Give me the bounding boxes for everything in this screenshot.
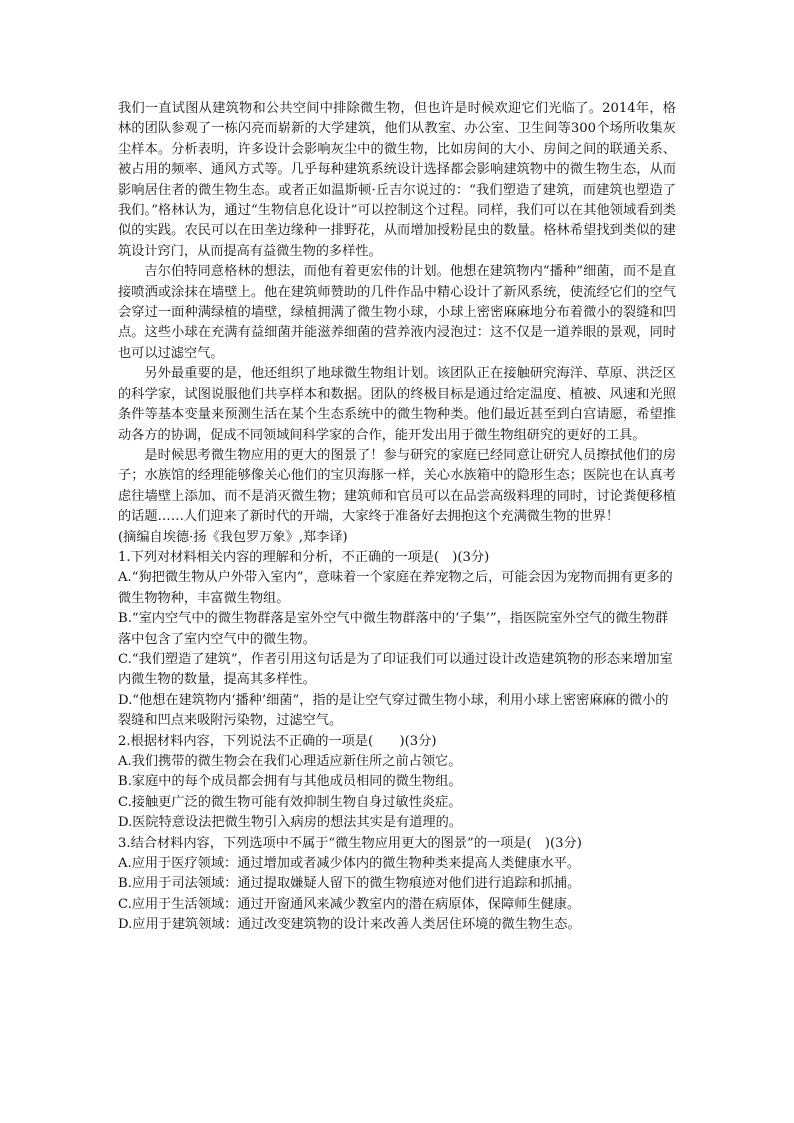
option-a: A.“狗把微生物从户外带入室内”，意味着一个家庭在养宠物之后，可能会因为宠物而拥有更多的微生物物种，丰富微生物组。 <box>118 570 673 606</box>
question-stem: 2.根据材料内容，下列说法不正确的一项是( )(3分) <box>118 733 437 749</box>
option-d: D.医院特意设法把微生物引入病房的想法其实是有道理的。 <box>118 815 462 831</box>
passage-paragraph-2: 吉尔伯特同意格林的想法，而他有着更宏伟的计划。他想在建筑物内“播种”细菌，而不是直接喷洒或涂抹在墙壁上。他在建筑师赞助的几件作品中精心设计了新风系统，使流经它们的空气会穿过一面种满绿植的墙壁，绿植拥满了微生物小球，小球上密密麻麻地分布着微小的裂缝和凹点。这些小球在充满有益细菌并能滋养细菌的营养液内浸泡过：这不仅是一道养眼的景观，同时也可以过滤空气。 <box>118 264 676 361</box>
option-b: B.应用于司法领域：通过提取嫌疑人留下的微生物痕迹对他们进行追踪和抓捕。 <box>118 876 581 892</box>
option-d: D.“他想在建筑物内‘播种’细菌”，指的是让空气穿过微生物小球，利用小球上密密麻麻的微小的裂缝和凹点来吸附污染物，过滤空气。 <box>118 692 669 729</box>
passage-source: (摘编自埃德·扬《我包罗万象》,郑李译) <box>118 529 348 545</box>
question-1 <box>118 548 676 732</box>
option-c: C.接触更广泛的微生物可能有效抑制生物自身过敏性炎症。 <box>118 794 462 810</box>
option-c: C.应用于生活领域：通过开窗通风来减少教室内的潜在病原体，保障师生健康。 <box>118 896 581 912</box>
passage-paragraph-1: 我们一直试图从建筑物和公共空间中排除微生物，但也许是时候欢迎它们光临了。2014年，格林的团队参观了一栋闪亮而崭新的大学建筑，他们从教室、办公室、卫生间等300个场所收集灰尘样本。分析表明，许多设计会影响灰尘中的微生物，比如房间的大小、房间之间的联通关系、被占用的频率、通风方式等。几乎每种建筑系统设计选择都会影响建筑物中的微生物生态，从而影响居住者的微生物生态。或者正如温斯顿·丘吉尔说过的：“我们塑造了建筑，而建筑也塑造了我们。”格林认为，通过“生物信息化设计”可以控制这个过程。同样，我们可以在其他领域看到类似的实践。农民可以在田垄边缘种一排野花，从而增加授粉昆虫的数量。格林希望找到类似的建筑设计窍门，从而提高有益微生物的多样性。 <box>118 101 676 259</box>
question-stem: 3.结合材料内容，下列选项中不属于“微生物应用更大的图景”的一项是( )(3分) <box>118 835 582 851</box>
question-stem: 1.下列对材料相关内容的理解和分析，不正确的一项是( )(3分) <box>118 549 490 565</box>
exam-page <box>118 99 676 936</box>
option-a: A.应用于医疗领域：通过增加或者减少体内的微生物种类来提高人类健康水平。 <box>118 856 581 872</box>
question-2 <box>118 732 676 834</box>
option-c: C.“我们塑造了建筑”，作者引用这句话是为了印证我们可以通过设计改造建筑物的形态来增加室内微生物的数量，提高其多样性。 <box>118 651 673 688</box>
question-3 <box>118 834 676 936</box>
passage-paragraph-4: 是时候思考微生物应用的更大的图景了！参与研究的家庭已经同意让研究人员擦拭他们的房子；水族馆的经理能够像关心他们的宝贝海豚一样，关心水族箱中的隐形生态；医院也在认真考虑往墙壁上添加、而不是消灭微生物；建筑师和官员可以在品尝高级料理的同时，讨论粪便移植的话题……人们迎来了新时代的开端，大家终于准备好去拥抱这个充满微生物的世界！ <box>118 447 676 525</box>
option-b: B.“室内空气中的微生物群落是室外空气中微生物群落中的‘子集’”，指医院室外空气的微生物群落中包含了室内空气中的微生物。 <box>118 611 669 647</box>
passage-paragraph-3: 另外最重要的是，他还组织了地球微生物组计划。该团队正在接触研究海洋、草原、洪泛区的科学家，试图说服他们共享样本和数据。团队的终极目标是通过给定温度、植被、风速和光照条件等基本变量来预测生活在某个生态系统中的微生物种类。他们最近甚至到白宫请愿，希望推动各方的协调，促成不同领域间科学家的合作，能开发出用于微生物组研究的更好的工具。 <box>118 366 676 443</box>
option-d: D.应用于建筑领域：通过改变建筑物的设计来改善人类居住环境的微生物生态。 <box>118 917 581 933</box>
option-a: A.我们携带的微生物会在我们心理适应新住所之前占领它。 <box>118 754 462 769</box>
option-b: B.家庭中的每个成员都会拥有与其他成员相同的微生物组。 <box>118 774 462 790</box>
